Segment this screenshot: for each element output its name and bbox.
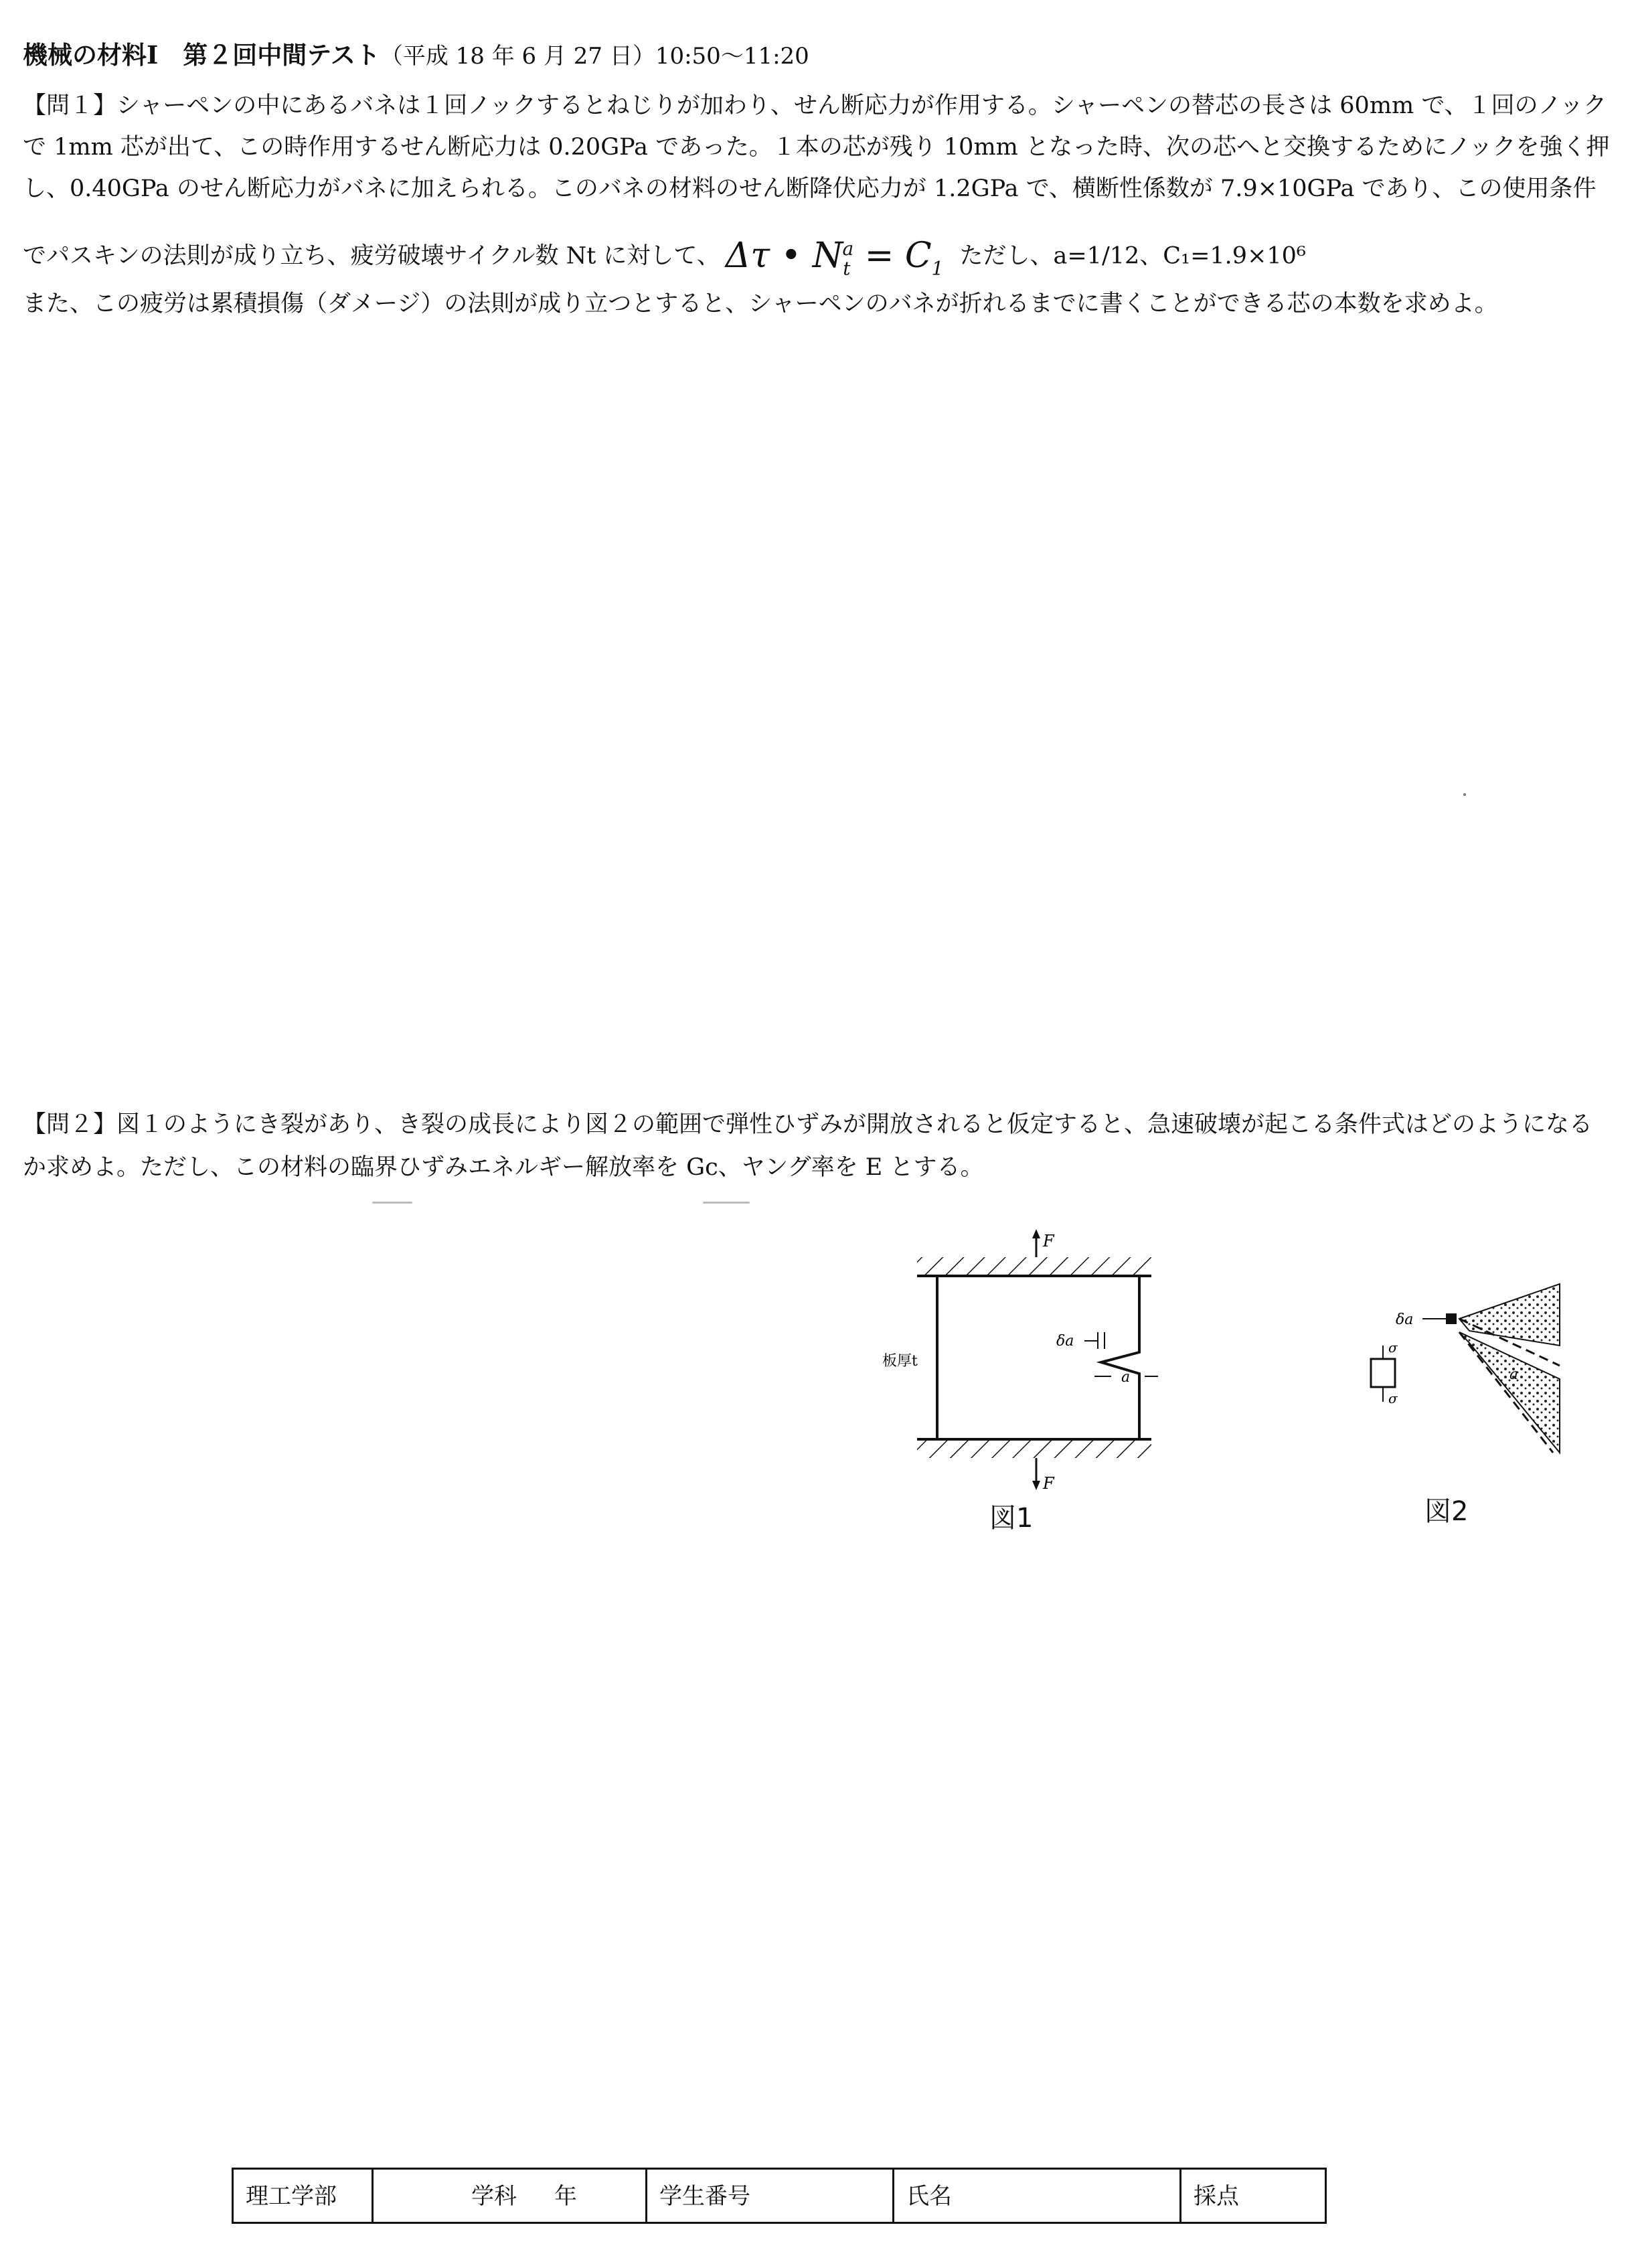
paskin-formula: Δτ • $N_t^a = C_1$ [725,236,944,280]
svg-text:a: a [1121,1369,1131,1386]
figure1-diagram [870,1225,1178,1506]
figure2-diagram [1359,1279,1573,1466]
page-title: 機械の材料Ⅰ 第２回中間テスト（平成 18 年 6 月 27 日）10:50～11:20 [23,40,809,70]
question2-line1: 【問２】図１のようにき裂があり、き裂の成長により図２の範囲で弾性ひずみが開放されると仮定すると、急速破壊が起こる条件式はどのようになる [23,1111,1593,1138]
question1-line5: また、この疲労は累積損傷（ダメージ）の法則が成り立つとすると、シャーペンのバネが折れるまでに書くことができる芯の本数を求めよ。 [23,291,1498,317]
student-number-cell: 学生番号 [647,2169,894,2223]
svg-text:F: F [1043,1474,1054,1493]
svg-text:δa: δa [1056,1333,1074,1350]
figure1-caption: 図1 [989,1503,1034,1534]
stress-element [1371,1359,1395,1387]
question2-line2: か求めよ。ただし、この材料の臨界ひずみエネルギー解放率を Gc、ヤング率を E とする。 [23,1154,984,1181]
faculty-cell: 理工学部 [233,2169,373,2223]
plate-right-edge-with-crack [1101,1276,1139,1439]
bottom-grip [917,1439,1151,1458]
question1-line2: で 1mm 芯が出て、この時作用するせん断応力は 0.20GPa であった。１本の芯が残り 10mm となった時、次の芯へと交換するためにノックを強く押 [23,134,1610,161]
svg-text:板厚t: 板厚t [882,1353,918,1370]
question1-line4: でパスキンの法則が成り立ち、疲労破壊サイクル数 Nt に対して、 Δτ • $N_t^a = C_1$ ただし、a=1/12、C₁=1.9×10⁶ [23,236,1306,280]
name-cell: 氏名 [894,2169,1181,2223]
svg-text:σ: σ [1388,1340,1398,1356]
svg-text:σ: σ [1388,1390,1398,1406]
svg-text:δa: δa [1396,1311,1414,1328]
relief-zone-top [1459,1284,1560,1346]
top-grip [917,1257,1151,1276]
figure2-caption: 図2 [1424,1496,1469,1527]
question1-line1: 【問１】シャーペンの中にあるバネは１回ノックするとねじりが加わり、せん断応力が作用する。シャーペンの替芯の長さは 60mm で、１回のノック [23,92,1607,119]
student-info-table [232,2168,1327,2224]
score-cell: 採点 [1181,2169,1326,2223]
svg-text:F: F [1043,1232,1054,1250]
department-year-cell: 学科 年 [373,2169,647,2223]
question1-line3: し、0.40GPa のせん断応力がバネに加えられる。このバネの材料のせん断降伏応力が 1.2GPa で、横断性係数が 7.9×10GPa であり、この使用条件 [23,175,1597,202]
svg-text:a: a [1509,1366,1519,1383]
